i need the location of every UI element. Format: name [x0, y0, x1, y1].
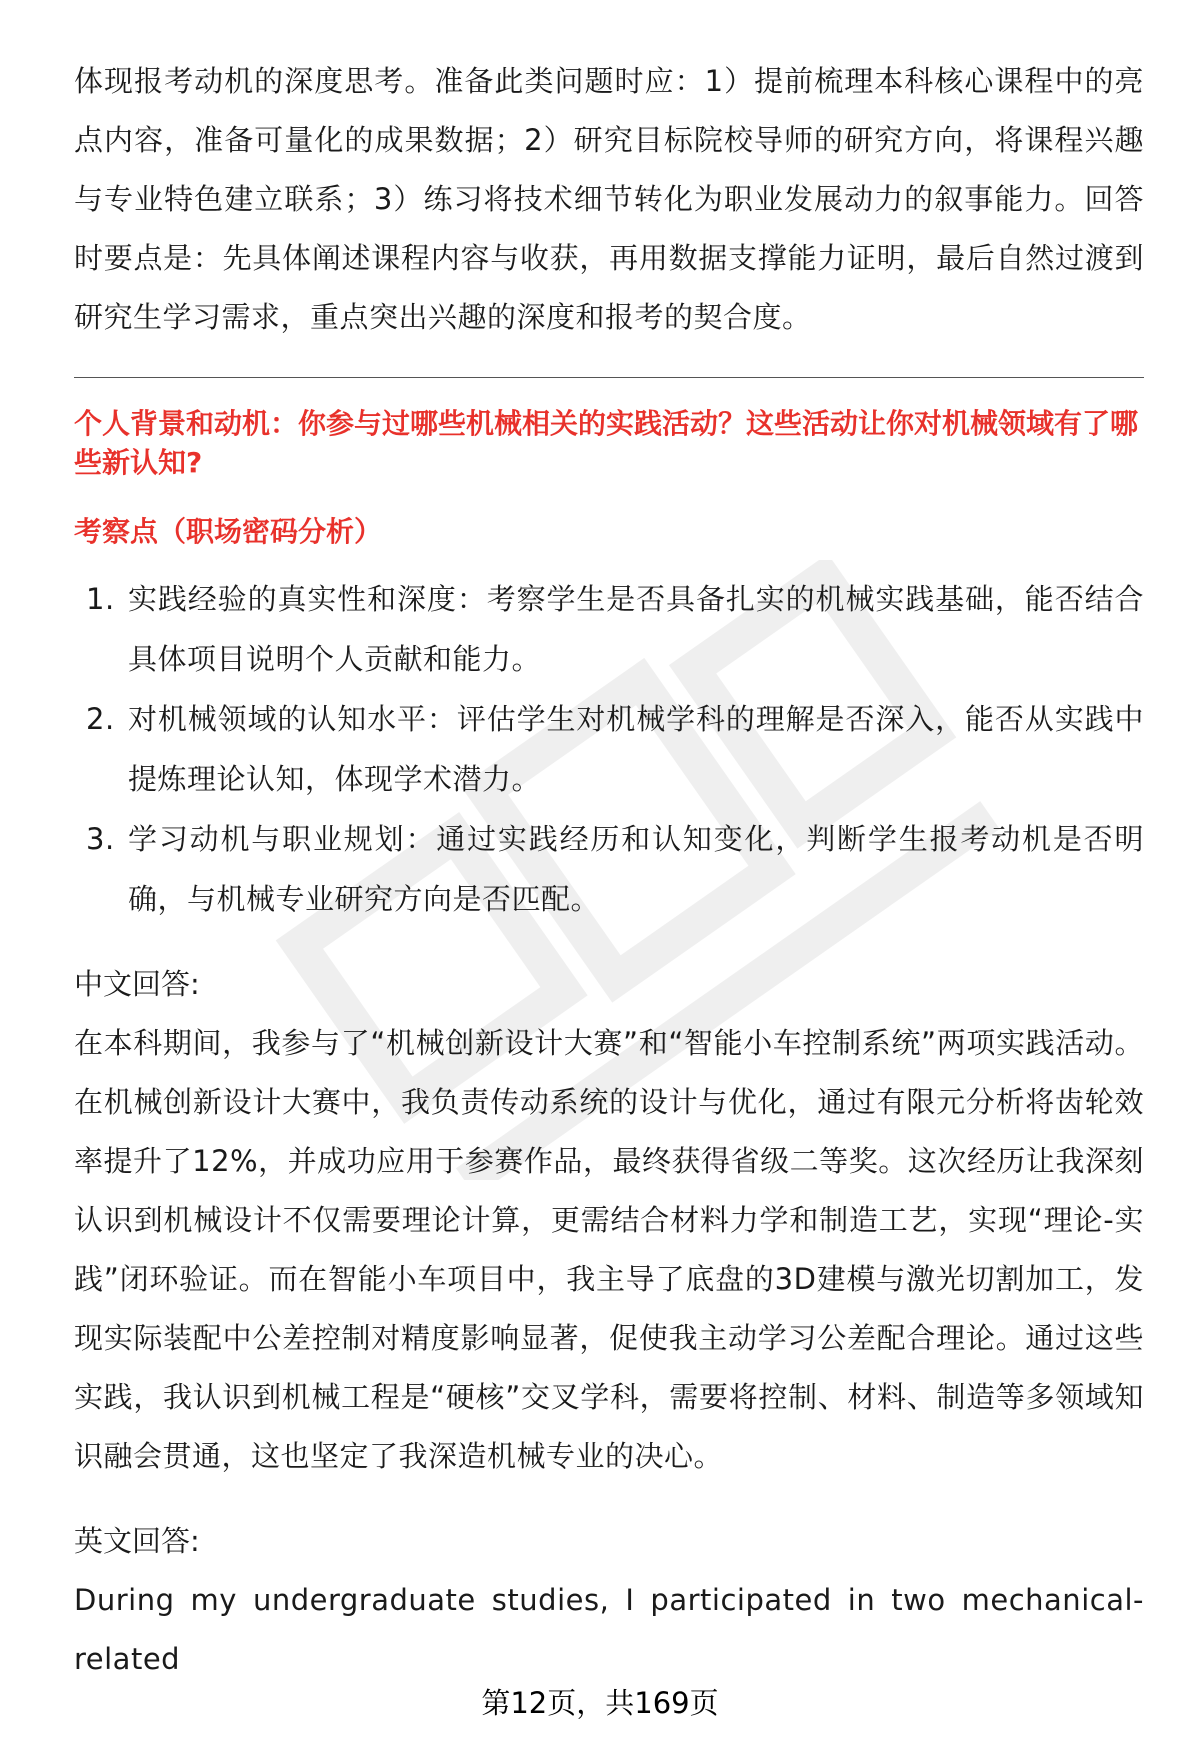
list-text: 实践经验的真实性和深度：考察学生是否具备扎实的机械实践基础，能否结合具体项目说明个人贡献和能力。	[128, 582, 1144, 676]
list-text: 学习动机与职业规划：通过实践经历和认知变化，判断学生报考动机是否明确，与机械专业研究方向是否匹配。	[128, 822, 1144, 916]
list-number: 3.	[86, 822, 115, 856]
list-text: 对机械领域的认知水平：评估学生对机械学科的理解是否深入，能否从实践中提炼理论认知，体现学术潜力。	[128, 702, 1144, 796]
list-number: 2.	[86, 702, 115, 736]
chinese-answer-label: 中文回答:	[74, 967, 200, 1001]
chinese-answer: 在本科期间，我参与了“机械创新设计大赛”和“智能小车控制系统”两项实践活动。在机械创新设计大赛中，我负责传动系统的设计与优化，通过有限元分析将齿轮效率提升了12%，并成功应用于参赛作品，最终获得省级二等奖。这次经历让我深刻认识到机械设计不仅需要理论计算，更需结合材料力学和制造工艺，实现“理论-实践”闭环验证。而在智能小车项目中，我主导了底盘的3D建模与激光切割加工，发现实际装配中公差控制对精度影响显著，促使我主动学习公差配合理论。通过这些实践，我认识到机械工程是“硬核”交叉学科，需要将控制、材料、制造等多领域知识融会贯通，这也坚定了我深造机械专业的决心。	[74, 1026, 1144, 1473]
english-answer-label: 英文回答:	[74, 1524, 200, 1558]
english-answer-start: During my undergraduate studies, I participated in two mechanical-related	[74, 1583, 1144, 1676]
list-number: 1.	[86, 582, 115, 616]
intro-paragraph: 体现报考动机的深度思考。准备此类问题时应：1）提前梳理本科核心课程中的亮点内容，准备可量化的成果数据；2）研究目标院校导师的研究方向，将课程兴趣与专业特色建立联系；3）练习将技术细节转化为职业发展动力的叙事能力。回答时要点是：先具体阐述课程内容与收获，再用数据支撑能力证明，最后自然过渡到研究生学习需求，重点突出兴趣的深度和报考的契合度。	[74, 64, 1144, 334]
page-content	[74, 52, 1144, 1689]
list-item	[74, 809, 1144, 929]
section-divider	[74, 377, 1144, 378]
list-item	[74, 569, 1144, 689]
page-footer: 第12页，共169页	[481, 1686, 719, 1720]
question-heading: 个人背景和动机：你参与过哪些机械相关的实践活动？这些活动让你对机械领域有了哪些新认知?	[74, 407, 1139, 479]
assessment-heading: 考察点（职场密码分析）	[74, 515, 383, 548]
list-item	[74, 689, 1144, 809]
assessment-list	[74, 569, 1144, 929]
